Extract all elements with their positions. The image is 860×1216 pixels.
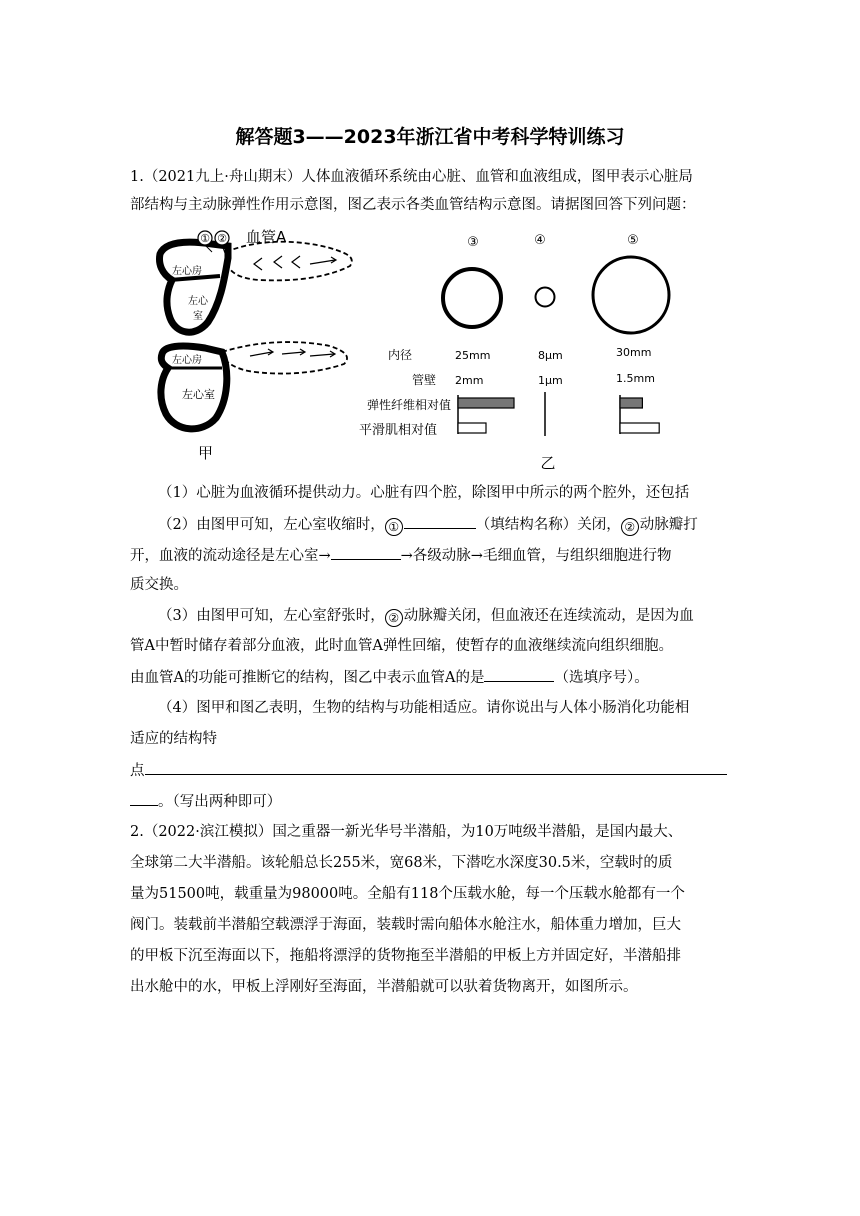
- row-label-elastic: 弹性纤维相对值: [367, 398, 452, 412]
- row-label-smooth: 平滑肌相对值: [359, 423, 438, 438]
- vessel-3-cross-section: [443, 269, 501, 327]
- vessel-5-id: ⑤: [627, 233, 639, 248]
- q2-line-1: 2.（2022·滨江模拟）国之重器一新光华号半潜船，为10万吨级半潜船，是国内最大、: [130, 824, 683, 840]
- vessel-a-label: 血管A: [246, 228, 287, 246]
- q1-sub3-line3-a: 由血管A的功能可推断它的结构，图乙中表示血管A的是: [130, 670, 485, 686]
- jia-marker-2: ②: [217, 232, 227, 245]
- q1-sub4-line-4: [130, 791, 730, 812]
- jia-caption: 甲: [198, 444, 214, 462]
- yi-caption: 乙: [540, 454, 556, 472]
- q1-sub3-blank[interactable]: [484, 667, 554, 682]
- vessel-3-wall: 2mm: [455, 374, 484, 387]
- yi-bars: [458, 392, 659, 436]
- q1-sub3-line-3: [130, 667, 730, 688]
- q2-line-2: 全球第二大半潜船。该轮船总长255米，宽68米，下潜吃水深度30.5米，空载时的质: [130, 855, 673, 871]
- q2-line-3: 量为51500吨，载重量为98000吨。全船有118个压载水舱，每一个压载水舱都有一个: [130, 886, 685, 902]
- q1-sub2-line-2: [130, 545, 730, 566]
- q1-sub2-line-1: [158, 514, 758, 536]
- q1-figure: [150, 222, 730, 478]
- q1-sub1: （1）心脏为血液循环提供动力。心脏有四个腔，除图甲中所示的两个腔外，还包括: [158, 485, 690, 501]
- q1-sub2-marker-1: ①: [385, 518, 403, 536]
- figure-jia: [160, 228, 352, 462]
- q1-sub4-line4-text: 。（写出两种即可）: [158, 794, 282, 810]
- vessel-3-diameter: 25mm: [455, 349, 491, 362]
- left-ventricle-label-bottom: 左心室: [182, 388, 215, 401]
- q1-sub4-blank-long[interactable]: [145, 760, 727, 775]
- page-title: 解答题3——2023年浙江省中考科学特训练习: [235, 126, 625, 148]
- q2-line-4: 阀门。装载前半潜船空载漂浮于海面，装载时需向船体水舱注水，船体重力增加，巨大: [130, 917, 681, 933]
- q1-sub2-blank-2[interactable]: [331, 545, 401, 560]
- q1-sub2-text-b: （填结构名称）关闭，: [475, 517, 621, 533]
- q1-intro-line-1: 1.（2021九上·舟山期末）人体血液循环系统由心脏、血管和血液组成，图甲表示心脏局: [130, 169, 693, 185]
- bar-elastic-vessel-5: [620, 398, 642, 408]
- vessel-4-id: ④: [534, 233, 546, 248]
- q1-sub4-line-1: （4）图甲和图乙表明，生物的结构与功能相适应。请你说出与人体小肠消化功能相: [158, 700, 690, 716]
- left-ventricle-label-top-2: 室: [193, 311, 203, 322]
- bar-elastic-vessel-3: [458, 398, 514, 408]
- row-label-wall: 管壁: [412, 373, 437, 387]
- left-atrium-label-top: 左心房: [172, 266, 202, 277]
- q1-sub2-marker-2: ②: [621, 518, 639, 536]
- figure-yi: [359, 233, 669, 472]
- q1-sub3-text-b: 动脉瓣关闭，但血液还在连续流动，是因为血: [403, 608, 694, 624]
- left-atrium-label-bottom: 左心房: [172, 355, 202, 366]
- q1-sub2-text-c: 动脉瓣打: [639, 517, 698, 533]
- vessel-4-wall: 1μm: [538, 374, 563, 387]
- q1-sub2-line-3: 质交换。: [130, 577, 188, 593]
- vessel-3-id: ③: [467, 235, 479, 250]
- q1-sub4-line3-text: 点: [130, 763, 145, 779]
- jia-marker-1: ①: [200, 232, 210, 245]
- q1-sub3-line-2: 管A中暂时储存着部分血液，此时血管A弹性回缩，使暂存的血液继续流向组织细胞。: [130, 638, 673, 654]
- q1-sub3-text-a: （3）由图甲可知，左心室舒张时，: [158, 608, 385, 624]
- bar-smooth-vessel-3: [458, 423, 486, 433]
- q1-intro-line-2: 部结构与主动脉弹性作用示意图，图乙表示各类血管结构示意图。请据图回答下列问题：: [130, 197, 696, 213]
- q1-sub4-line-2: 适应的结构特: [130, 731, 217, 747]
- q1-sub2-blank-1[interactable]: [404, 514, 476, 529]
- bar-smooth-vessel-5: [620, 423, 659, 433]
- q1-sub4-line-3: [130, 760, 730, 781]
- q1-sub3-marker: ②: [385, 609, 403, 627]
- vessel-5-diameter: 30mm: [616, 346, 652, 359]
- vessel-5-wall: 1.5mm: [616, 372, 655, 385]
- q1-sub2-text-a: （2）由图甲可知，左心室收缩时，: [158, 517, 385, 533]
- left-ventricle-label-top-1: 左心: [188, 296, 208, 307]
- vessel-5-cross-section: [593, 257, 669, 333]
- row-label-diameter: 内径: [388, 348, 413, 362]
- q2-line-6: 出水舱中的水，甲板上浮刚好至海面，半潜船就可以驮着货物离开，如图所示。: [130, 979, 638, 995]
- q1-sub3-line3-b: （选填序号）。: [554, 670, 649, 686]
- q1-sub2-line2-a: 开，血液的流动途径是左心室→: [130, 548, 331, 564]
- q1-sub2-line2-b: →各级动脉→毛细血管，与组织细胞进行物: [400, 548, 672, 564]
- vessel-4-cross-section: [536, 288, 555, 307]
- q1-sub3-line-1: [158, 606, 758, 627]
- q1-sub4-blank-short[interactable]: [130, 791, 158, 806]
- q2-line-5: 的甲板下沉至海面以下，拖船将漂浮的货物拖至半潜船的甲板上方并固定好，半潜船排: [130, 948, 681, 964]
- vessel-4-diameter: 8μm: [538, 349, 563, 362]
